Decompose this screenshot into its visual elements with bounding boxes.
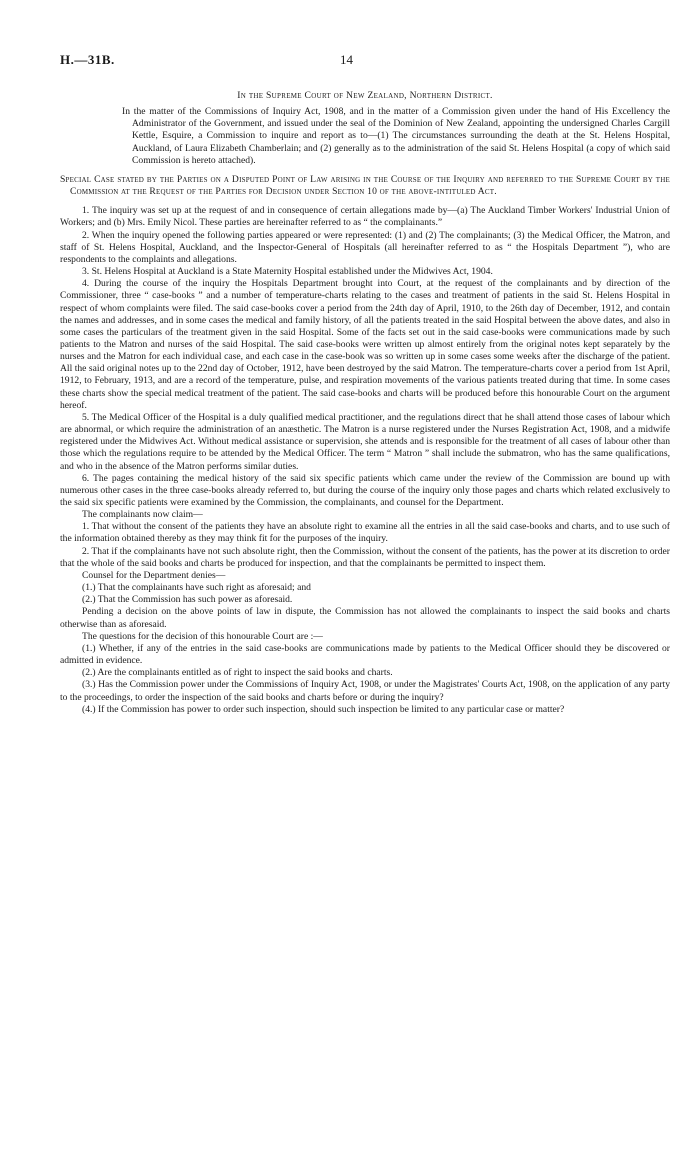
- question-4: (4.) If the Commission has power to order such inspection, should such inspection be limited to any particular case or matter?: [82, 703, 565, 715]
- denial-1: (1.) That the complainants have such right as aforesaid; and: [82, 582, 311, 594]
- question-1: (1.) Whether, if any of the entries in the said case-books are communications made by patients to the Medical Officer should they be discovered or admitted in evidence.: [60, 642, 670, 667]
- paragraph-6: 6. The pages containing the medical history of the said six specific patients which came under the review of the Commission are bound up with numerous other cases in the three case-books already referred to, but during the course of the inquiry only those pages and charts which related exclusively to the said six specific patients were examined by the Commission, the complainants, and counsel for the Department.: [60, 472, 670, 508]
- claim-2: 2. That if the complainants have not such absolute right, then the Commission, without the consent of the patients, has the power at its discretion to order that the whole of the said books and charts be produced for inspection, and that the complainants be permitted to inspect them.: [60, 545, 670, 569]
- document-body: [60, 90, 670, 716]
- paragraph-3: 3. St. Helens Hospital at Auckland is a State Maternity Hospital established under the Midwives Act, 1904.: [82, 266, 493, 278]
- question-2: (2.) Are the complainants entitled as of right to inspect the said books and charts.: [82, 667, 393, 679]
- paragraph-1: 1. The inquiry was set up at the request of and in consequence of certain allegations made by—(a) The Auckland Timber Workers' Industrial Union of Workers; and (b) Mrs. Emily Nicol. These parties are hereinafter referred to as “ the complainants.”: [60, 205, 670, 229]
- page-number: 14: [340, 52, 353, 67]
- paragraph-5: 5. The Medical Officer of the Hospital is a duly qualified medical practitioner, and the regulations direct that he shall attend those cases of labour which are abnormal, or which require the administration of an anæsthetic. The Matron is a nurse registered under the Nurses Registration Act, 1908, and a midwife registered under the Midwives Act. Without medical assistance or supervision, she attends and is responsible for the treatment of all cases of labour other than those which the regulations require to be attended by the Medical Officer. The term “ Matron ” shall include the submatron, who has the same qualifications, and who in the absence of the Matron performs similar duties.: [60, 411, 670, 472]
- questions-intro: The questions for the decision of this honourable Court are :—: [82, 630, 323, 642]
- pending-decision: Pending a decision on the above points of law in dispute, the Commission has not allowed the complainants to inspect the said books and charts otherwise than as aforesaid.: [60, 606, 670, 630]
- court-title: In the Supreme Court of New Zealand, Northern District.: [237, 90, 493, 101]
- in-the-matter-clause: In the matter of the Commissions of Inquiry Act, 1908, and in the matter of a Commission given under the hand of His Excellency the Administrator of the Government, and issued under the seal of the Dominion of New Zealand, appointing the undersigned Charles Cargill Kettle, Esquire, a Commission to inquire and report as to—(1) The circumstances surrounding the death at the St. Helens Hospital, Auckland, of Laura Elizabeth Chamberlain; and (2) generally as to the administration of the said St. Helens Hospital (a copy of which said Commission is hereto attached).: [122, 106, 670, 166]
- claim-intro: The complainants now claim—: [82, 509, 203, 521]
- claim-1: 1. That without the consent of the patients they have an absolute right to examine all the entries in all the said case-books and charts, and to use such of the information obtained thereby as they may think fit for the purposes of the inquiry.: [60, 521, 670, 545]
- paragraph-4: 4. During the course of the inquiry the Hospitals Department brought into Court, at the request of the complainants and by direction of the Commissioner, three “ case-books ” and a number of temperature-charts relating to the cases and treatment of patients in the said St. Helens Hospital in respect of whom complaints were filed. The said case-books cover a period from the 24th day of April, 1910, to the 26th day of December, 1912, and contain the names and addresses, and in some cases the medical and family history, of all the patients treated in the said Hospital between the above dates, and also in some cases the particulars of the treatment given in the said Hospital. Some of the facts set out in the said case-books were communications made by such patients to the Matron and nurses of the said Hospital. The said case-books were written up almost entirely from the original notes kept separately by the nurses and the Matron for each individual case, and each case in the case-book was so written up in some cases some weeks after the discharge of the patient. All the said original notes up to the 22nd day of October, 1912, have been destroyed by the said Matron. The temperature-charts cover a period from 1st April, 1912, to February, 1913, and are a record of the temperature, pulse, and respiration movements of the various patients treated during that time. In some cases these charts show the special medical treatment of the patient. The said case-books and charts will be produced before this honourable Court on the argument hereof.: [60, 278, 670, 411]
- special-case-heading: Special Case stated by the Parties on a Disputed Point of Law arising in the Course of the Inquiry and referred to the Supreme Court by the Commission at the Request of the Parties for Decision under Section 10 of the above-intituled Act.: [60, 173, 670, 198]
- question-3: (3.) Has the Commission power under the Commissions of Inquiry Act, 1908, or under the Magistrates' Courts Act, 1908, on the application of any party to the proceedings, to order the inspection of the said books and charts before or during the inquiry?: [60, 679, 670, 703]
- paper-reference: H.—31B.: [60, 52, 115, 67]
- denial-2: (2.) That the Commission has such power as aforesaid.: [82, 594, 293, 606]
- denial-intro: Counsel for the Department denies—: [82, 569, 226, 581]
- paragraph-2: 2. When the inquiry opened the following parties appeared or were represented: (1) and (2) The complainants; (3) the Medical Officer, the Matron, and staff of St. Helens Hospital, Auckland, and the Inspector-General of Hospitals (all hereinafter referred to as “ the Hospitals Department ”), who are respondents to the complaints and allegations.: [60, 229, 670, 265]
